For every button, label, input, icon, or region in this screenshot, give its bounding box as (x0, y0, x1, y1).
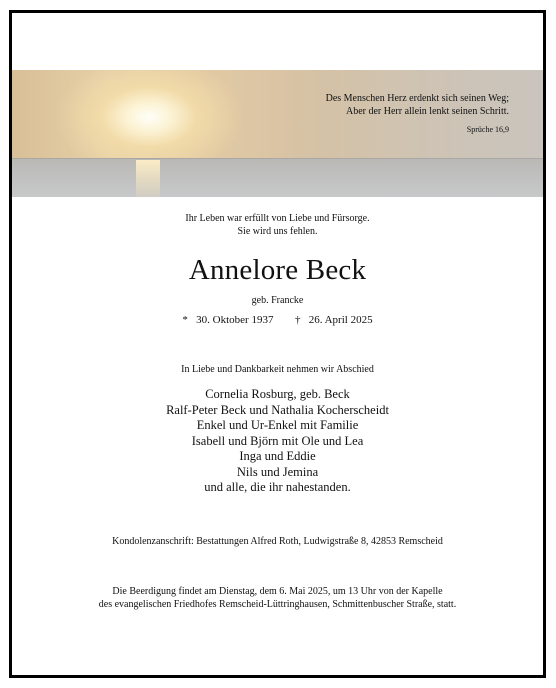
mourner-line: Inga und Eddie (239, 449, 316, 463)
bible-quote (326, 92, 509, 136)
sunset-banner-image (12, 70, 543, 197)
funeral-line-2: des evangelischen Friedhofes Remscheid-Lüttringhausen, Schmittenbuscher Straße, statt. (98, 599, 457, 610)
life-dates (12, 313, 543, 327)
quote-reference: Sprüche 16,9 (466, 125, 509, 134)
mourner-line: Cornelia Rosburg, geb. Beck (205, 387, 350, 401)
funeral-info (12, 585, 543, 611)
mourner-line: Enkel und Ur-Enkel mit Familie (196, 418, 359, 432)
intro-line-1: Ihr Leben war erfüllt von Liebe und Fürsorge. (185, 213, 370, 224)
death-symbol: † (294, 314, 301, 326)
sea-area (12, 159, 543, 197)
intro-line-2: Sie wird uns fehlen. (237, 226, 318, 237)
mourner-line: Isabell und Björn mit Ole und Lea (191, 433, 364, 448)
funeral-line-1: Die Beerdigung findet am Dienstag, dem 6. Mai 2025, um 13 Uhr von der Kapelle (112, 586, 443, 597)
deceased-name: Annelore Beck (188, 254, 367, 286)
condolence-address: Kondolenzanschrift: Bestattungen Alfred Roth, Ludwigstraße 8, 42853 Remscheid (112, 536, 443, 547)
maiden-name: geb. Francke (251, 295, 304, 306)
farewell-text: In Liebe und Dankbarkeit nehmen wir Abschied (181, 364, 374, 375)
mourner-line: Nils und Jemina (236, 464, 319, 479)
mourner-line: Ralf-Peter Beck und Nathalia Kocherscheidt (166, 402, 389, 417)
death-date: 26. April 2025 (308, 314, 373, 326)
mourners-list (12, 387, 543, 496)
obituary-frame (9, 10, 546, 678)
mourner-line: und alle, die ihr nahestanden. (204, 480, 351, 494)
quote-line-2: Aber der Herr allein lenkt seinen Schritt. (346, 106, 509, 117)
sun-reflection (136, 160, 160, 197)
intro-text (12, 212, 543, 238)
birth-date: 30. Oktober 1937 (196, 314, 274, 326)
birth-symbol: * (182, 314, 188, 326)
quote-line-1: Des Menschen Herz erdenkt sich seinen Weg; (325, 93, 509, 104)
